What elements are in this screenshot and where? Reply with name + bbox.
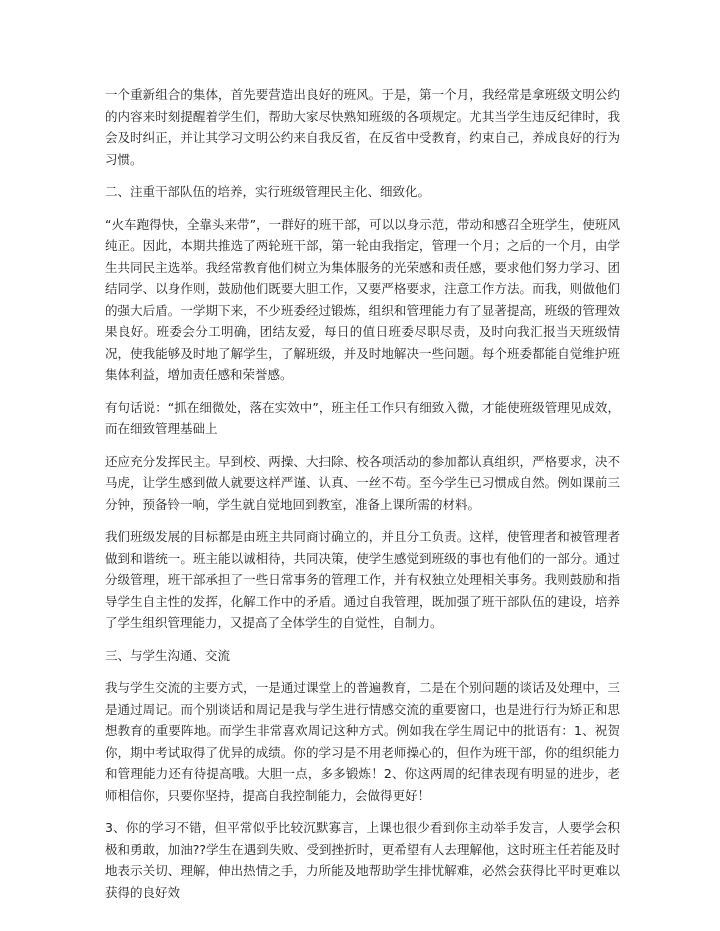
document-page [105, 84, 620, 914]
paragraph-class-goals: 我们班级发展的目标都是由班主共同商讨确立的，并且分工负责。这样，使管理者和被管理者做到和谐统一。班主能以诚相待，共同决策，使学生感觉到班级的事也有他们的一部分。通过分级管理，班干部承担了一些日常事务的管理工作，并有权独立处理相关事务。我则鼓励和指导学生自主性的发挥，化解工作中的矛盾。通过自我管理，既加强了班干部队伍的建设，培养了学生组织管理能力，又提高了全体学生的自觉性，自制力。 [105, 529, 620, 630]
paragraph-encouragement: 3、你的学习不错，但平常似乎比较沉默寡言，上课也很少看到你主动举手发言，人要学会积极和勇敢，加油??学生在遇到失败、受到挫折时，更希望有人去理解他，这时班主任若能及时地表示关切、理解，伸出热情之手，力所能及地帮助学生排忧解难，必然会获得比平时更难以获得的良好效 [105, 820, 620, 900]
paragraph-class-cadres: “火车跑得快，全靠头来带”，一群好的班干部，可以以身示范，带动和感召全班学生，使班风纯正。因此，本期共推选了两轮班干部，第一轮由我指定，管理一个月；之后的一个月，由学生共同民主选举。我经常教育他们树立为集体服务的光荣感和责任感，要求他们努力学习、团结同学、以身作则，鼓励他们既要大胆工作，又要严格要求，注意工作方法。而我，则做他们的强大后盾。一学期下来，不少班委经过锻炼，组织和管理能力有了显著提高，班级的管理效果良好。班委会分工明确，团结友爱，每日的值日班委尽职尽责，及时向我汇报当天班级情况，使我能够及时地了解学生，了解班级，并及时地解决一些问题。每个班委都能自觉维护班集体利益，增加责任感和荣誉感。 [105, 216, 620, 382]
paragraph-democracy: 还应充分发挥民主。早到校、两操、大扫除、校各项活动的参加都认真组织，严格要求，决不马虎，让学生感到做人就要这样严谨、认真、一丝不苟。至今学生已习惯成自然。例如课前三分钟，预备铃一响，学生就自觉地回到教室，准备上课所需的材料。 [105, 453, 620, 512]
section-heading-communication: 三、与学生沟通、交流 [105, 647, 231, 663]
paragraph-communication-methods: 我与学生交流的主要方式，一是通过课堂上的普遍教育，二是在个别问题的谈话及处理中，三是通过周记。而个别谈话和周记是我与学生进行情感交流的重要窗口，也是进行行为矫正和思想教育的重要阵地。而学生非常喜欢周记这种方式。例如我在学生周记中的批语有：1、祝贺你，期中考试取得了优异的成绩。你的学习是不用老师操心的，但作为班干部，你的组织能力和管理能力还有待提高哦。大胆一点，多多锻炼！2、你这两周的纪律表现有明显的进步，老师相信你，只要你坚持，提高自我控制能力，会做得更好！ [105, 680, 620, 803]
paragraph-class-atmosphere: 一个重新组合的集体，首先要营造出良好的班风。于是，第一个月，我经常是拿班级文明公约的内容来时刻提醒着学生们，帮助大家尽快熟知班级的各项规定。尤其当学生违反纪律时，我会及时纠正，并让其学习文明公约来自我反省，在反省中受教育，约束自己，养成良好的行为习惯。 [105, 87, 620, 167]
paragraph-attention-to-detail: 有句话说：“抓在细微处，落在实效中”，班主任工作只有细致入微，才能使班级管理见成效，而在细致管理基础上 [105, 399, 620, 436]
section-heading-cadre-training: 二、注重干部队伍的培养，实行班级管理民主化、细致化。 [105, 184, 431, 199]
